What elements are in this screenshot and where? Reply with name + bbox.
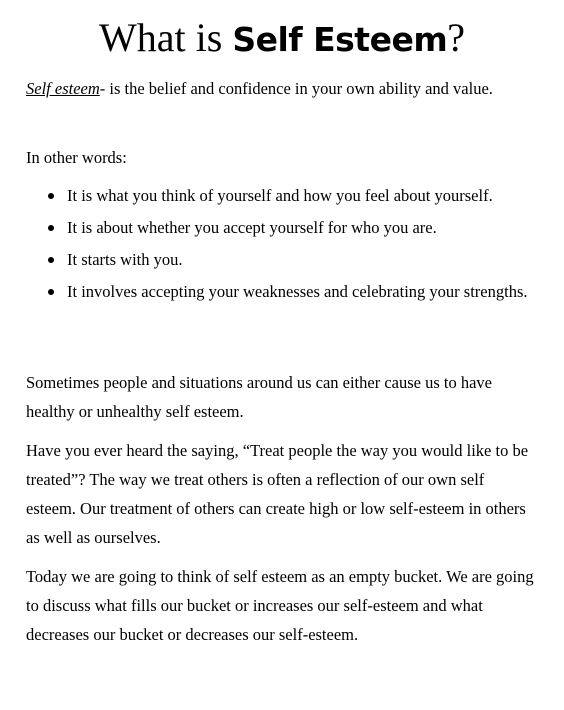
bullet-icon <box>48 193 54 199</box>
body-paragraph: Sometimes people and situations around us can either cause us to have healthy or unhealthy self esteem. <box>26 373 493 421</box>
title-bold-term: Self Esteem <box>232 20 448 59</box>
page-title <box>0 10 564 68</box>
bullet-icon <box>48 225 54 231</box>
list-item <box>26 245 538 274</box>
body-paragraph: Have you ever heard the saying, “Treat people the way you would like to be treated”? The way we treat others is often a reflection of our own self esteem. Our treatment of others can create high or low self-esteem in others as well as ourselves. <box>26 441 529 547</box>
list-item-text: It starts with you. <box>67 250 183 269</box>
list-item-text: It involves accepting your weaknesses and celebrating your strengths. <box>67 282 528 301</box>
list-item-text: It is what you think of yourself and how you feel about yourself. <box>67 186 493 205</box>
bullet-icon <box>48 289 54 295</box>
list-item <box>26 213 538 242</box>
intro-text: In other words: <box>26 148 127 167</box>
bullet-list <box>26 181 538 309</box>
body-paragraph: Today we are going to think of self esteem as an empty bucket. We are going to discuss what fills our bucket or increases our self-esteem and what decreases our bucket or decreases our self-esteem. <box>26 567 534 644</box>
list-item <box>26 181 538 210</box>
definition-text: - is the belief and confidence in your own ability and value. <box>99 79 493 98</box>
definition-paragraph <box>26 74 538 103</box>
list-item-text: It is about whether you accept yourself for who you are. <box>67 218 437 237</box>
title-prefix: What is <box>99 15 233 60</box>
list-item <box>26 277 538 306</box>
definition-term: Self esteem <box>26 79 100 98</box>
bullet-icon <box>48 257 54 263</box>
title-suffix: ? <box>447 15 465 60</box>
